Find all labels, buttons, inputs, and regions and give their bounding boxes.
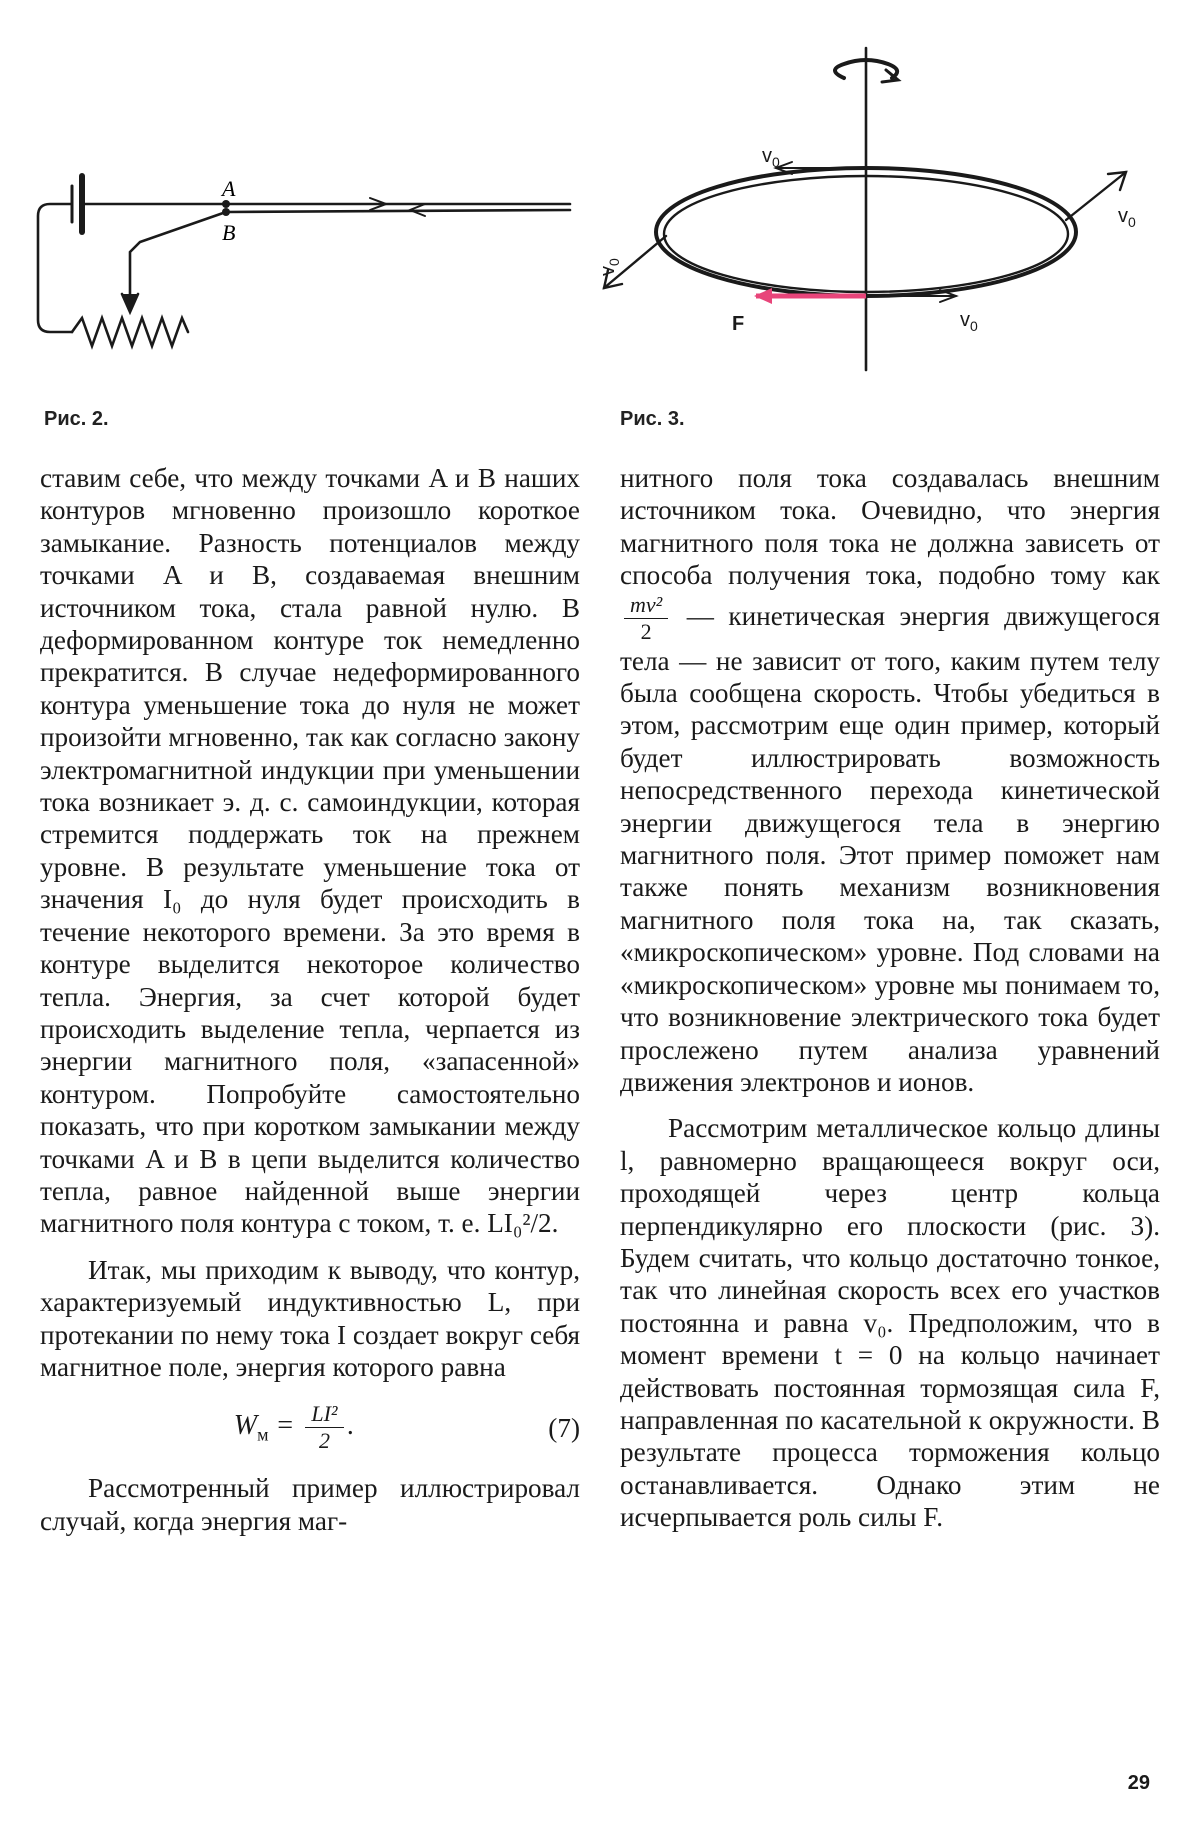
kinetic-denominator: 2 [640, 618, 652, 644]
fig3-label-f: F [732, 313, 745, 335]
right-paragraph-1-part-a: нитного поля тока создавалась внешним источником тока. Очевидно, что энергия магнитного поля тока не должна зависеть от способа получения тока, подобно тому как [620, 463, 1160, 591]
fig2-label-b: B [222, 220, 236, 245]
formula-numerator: LI² [305, 1401, 343, 1428]
right-paragraph-1 [620, 462, 1160, 1098]
fig2-label-a: A [222, 176, 236, 201]
formula-7 [40, 1401, 580, 1454]
fig3-label-v0-top: $v_0$ [762, 145, 780, 170]
figure-2-circuit-diagram [30, 160, 590, 360]
figure-3-ring-diagram [586, 40, 1186, 380]
left-paragraph-3: Рассмотренный пример иллюстрировал случай, когда энергия маг- [40, 1473, 580, 1536]
left-column [40, 462, 580, 1537]
fig3-label-v0-bottom: $v_0$ [960, 309, 978, 334]
kinetic-numerator: mv² [624, 592, 668, 619]
fig3-label-v0-left: $v_0$ [597, 258, 622, 276]
fig3-label-v0-right: $v_0$ [1118, 205, 1136, 230]
kinetic-energy-fraction [624, 592, 668, 645]
left-paragraph-2: Итак, мы приходим к выводу, что контур, характеризуемый индуктивностью L, при протекании по нему тока I создает вокруг себя магнитное поле, энергия которого равна [40, 1254, 580, 1382]
formula-denominator: 2 [318, 1428, 330, 1454]
fig2-caption: Рис. 2. [44, 408, 109, 430]
right-paragraph-2: Рассмотрим металлическое кольцо длины l, равномерно вращающееся вокруг оси, проходящей через центр кольца перпендикулярно его плоскости (рис. 3). Будем считать, что кольцо достаточно тонкое, так что линейная скорость всех его участков постоянна и равна v₀. Предположим, что в момент времени t = 0 на кольцо начинает действовать постоянная тормозящая сила F, направленная по касательной к окружности. В результате процесса торможения кольцо останавливается. Однако этим не исчерпывается роль силы F. [620, 1113, 1160, 1533]
left-paragraph-1: ставим себе, что между точками A и B наших контуров мгновенно произошло короткое замыкание. Разность потенциалов между точками A и B, создаваемая внешним источником тока, стала равной нулю. В деформированном контуре ток немедленно прекратится. В случае недеформированного контура уменьшение тока до нуля не может произойти мгновенно, так как согласно закону электромагнитной индукции при уменьшении тока возникает э. д. с. самоиндукции, которая стремится поддержать ток на прежнем уровне. В результате уменьшение тока от значения I₀ до нуля будет происходить в течение некоторого времени. За это время в контуре выделится некоторое количество тепла. Энергия, за счет которой будет происходить выделение тепла, черпается из энергии магнитного поля, «запасенной» контуром. Попробуйте самостоятельно показать, что при коротком замыкании между точками A и B в цепи выделится количество тепла, равное найденной выше энергии магнитного поля контура с током, т. е. LI₀²/2. [40, 463, 580, 1239]
right-paragraph-1-part-b: — кинетическая энергия движущегося тела — не зависит от того, каким путем телу была сообщена скорость. Чтобы убедиться в этом, рассмотрим еще один пример, который будет иллюстрировать возможность непосредственного перехода кинетической энергии движущегося тела в энергию магнитного поля. Этот пример поможет нам также понять механизм возникновения магнитного поля тока на, так сказать, «микроскопическом» уровне. Под словами на «микроскопическом» уровне мы понимаем то, что возникновение электрического тока будет прослежено путем анализа уравнений движения электронов и ионов. [620, 600, 1161, 1097]
formula-7-expression: $W_м$ = $\frac{\text{LI²}}{2}$ . [233, 1401, 355, 1454]
right-column [620, 462, 1160, 1534]
fig3-caption: Рис. 3. [620, 408, 685, 430]
formula-lhs: W [233, 1410, 258, 1442]
page-number: 29 [1127, 1772, 1150, 1794]
formula-lhs-sub: м [257, 1424, 269, 1445]
formula-number: (7) [548, 1412, 580, 1443]
formula-fraction [305, 1401, 343, 1454]
